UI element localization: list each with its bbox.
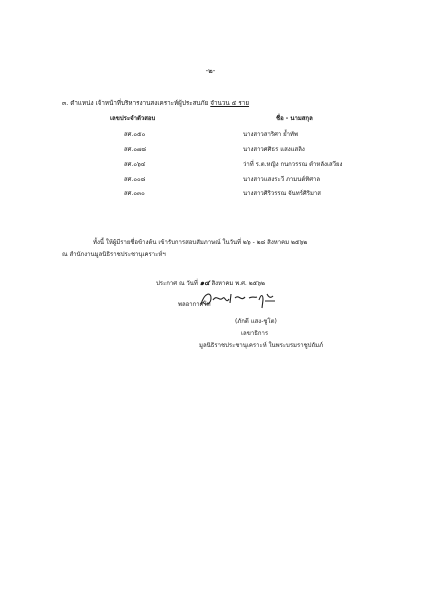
notice-line: ทั้งนี้ ให้ผู้มีรายชื่อข้างต้น เข้ารับการสอบสัมภาษณ์ ในวันที่ ๒๖ - ๒๘ สิงหาคม ๒๕๖๒ <box>93 239 308 246</box>
table-row-id: สศ.๐๗๘ <box>124 146 147 153</box>
announce-prefix: ประกาศ ณ วันที่ <box>155 280 198 287</box>
signer-organization: มูลนิธิราชประชานุเคราะห์ ในพระบรมราชูปถัมภ์ <box>199 342 324 349</box>
id-column-header: เลขประจำตัวสอบ <box>110 115 156 122</box>
table-row-name: นางสาวศศิธร แสงแสลิง <box>243 146 305 153</box>
table-row-name: นางสาวแสงระวี ภามนต์ทิศาล <box>243 176 321 183</box>
table-row-name: นางสาวสาริศา ย้ำทัพ <box>243 131 298 138</box>
announce-day: ๑๔ <box>199 279 210 287</box>
section-heading <box>62 98 249 108</box>
table-row-id: สศ.๐๕๐ <box>124 131 146 138</box>
signer-position: เลขาธิการ <box>241 330 269 337</box>
handwritten-signature <box>199 288 279 310</box>
table-row-name: ว่าที่ ร.ต.หญิง กนกวรรณ ตำหลังเสวียง <box>243 161 343 168</box>
table-row-id: สศ.๐๐๘ <box>124 176 146 183</box>
signer-rank: พลอากาศโท <box>178 301 211 308</box>
table-row-name: นางสาวศิริวรรณ จันทร์ศิริมาส <box>243 190 321 197</box>
name-column-header: ชื่อ - นามสกุล <box>276 115 313 122</box>
section-heading-title: ๓. ตำแหน่ง เจ้าหน้าที่บริหารงานสงเคราะห์ผู้ประสบภัย <box>62 100 209 107</box>
notice-location: ณ สำนักงานมูลนิธิราชประชานุเคราะห์ฯ <box>62 251 166 258</box>
announce-suffix: สิงหาคม พ.ศ. ๒๕๖๒ <box>211 280 265 287</box>
table-row-id: สศ.๐๓๐ <box>124 190 145 197</box>
signer-name: (ภักดี แสง-ชูโต) <box>235 318 277 325</box>
section-heading-count: จำนวน ๕ ราย <box>210 100 250 107</box>
table-row-id: สศ.๐๖๔ <box>124 161 146 168</box>
page-number: -๒- <box>205 67 216 75</box>
